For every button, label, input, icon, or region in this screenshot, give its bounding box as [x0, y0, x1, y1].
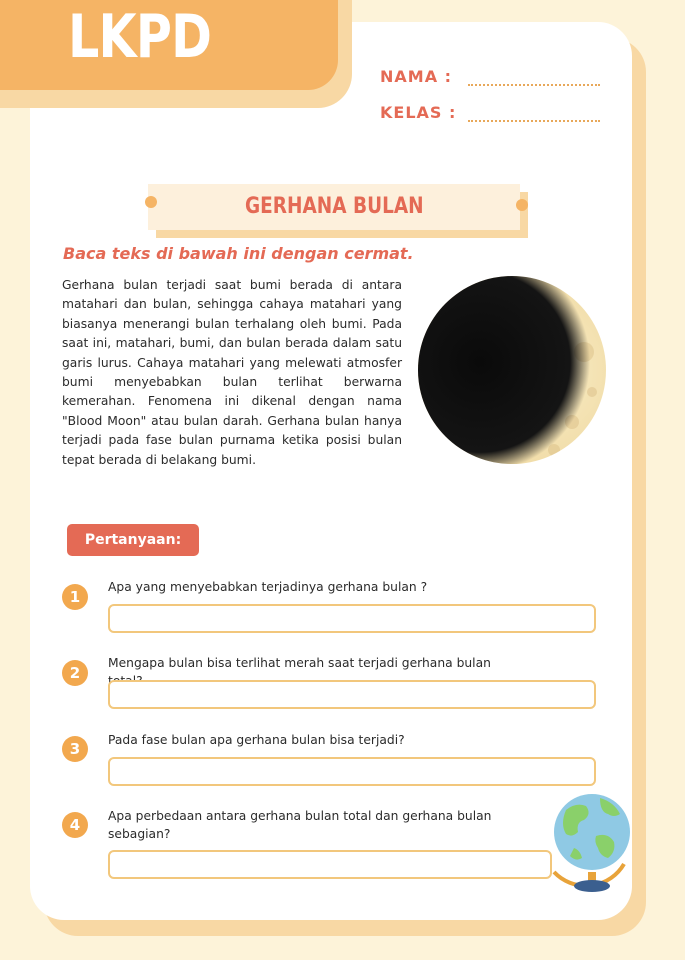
name-field[interactable] [468, 84, 600, 86]
class-label: KELAS : [380, 103, 457, 122]
question-4-text: Apa perbedaan antara gerhana bulan total dan gerhana bulan sebagian? [108, 809, 492, 841]
question-2-number: 2 [62, 660, 88, 686]
left-pin-icon [145, 196, 157, 208]
question-1-number: 1 [62, 584, 88, 610]
name-label: NAMA : [380, 67, 453, 86]
globe-icon [544, 786, 636, 896]
right-pin-icon [516, 199, 528, 211]
answer-1-field[interactable] [108, 604, 596, 633]
page-title: GERHANA BULAN [244, 194, 424, 219]
question-4-number: 4 [62, 812, 88, 838]
worksheet-logo: LKPD [68, 2, 212, 72]
question-3-number: 3 [62, 736, 88, 762]
eclipse-moon-illustration [414, 272, 610, 468]
question-2-text: Mengapa bulan bisa terlihat merah saat terjadi gerhana bulan [108, 656, 491, 670]
title-box [148, 184, 520, 230]
answer-3-field[interactable] [108, 757, 596, 786]
questions-badge: Pertanyaan: [67, 524, 199, 556]
question-3-text: Pada fase bulan apa gerhana bulan bisa terjadi? [108, 733, 405, 747]
question-1-text: Apa yang menyebabkan terjadinya gerhana bulan ? [108, 580, 428, 594]
answer-2-field[interactable] [108, 680, 596, 709]
reading-paragraph: Gerhana bulan terjadi saat bumi berada di antara matahari dan bulan, sehingga cahaya matahari yang biasanya menerangi bulan terhalang oleh bumi. Pada saat ini, matahari, bumi, dan bulan berada dalam satu garis lurus. Cahaya matahari yang melewati atmosfer bumi menyebabkan bulan terlihat berwarna kemerahan. Fenomena ini dikenal dengan nama "Blood Moon" atau bulan darah. Gerhana bulan hanya terjadi pada fase bulan purnama ketika posisi bulan tepat berada di belakang bumi. [62, 278, 402, 467]
class-field[interactable] [468, 120, 600, 122]
instruction-text: Baca teks di bawah ini dengan cermat. [63, 244, 414, 263]
answer-4-field[interactable] [108, 850, 552, 879]
